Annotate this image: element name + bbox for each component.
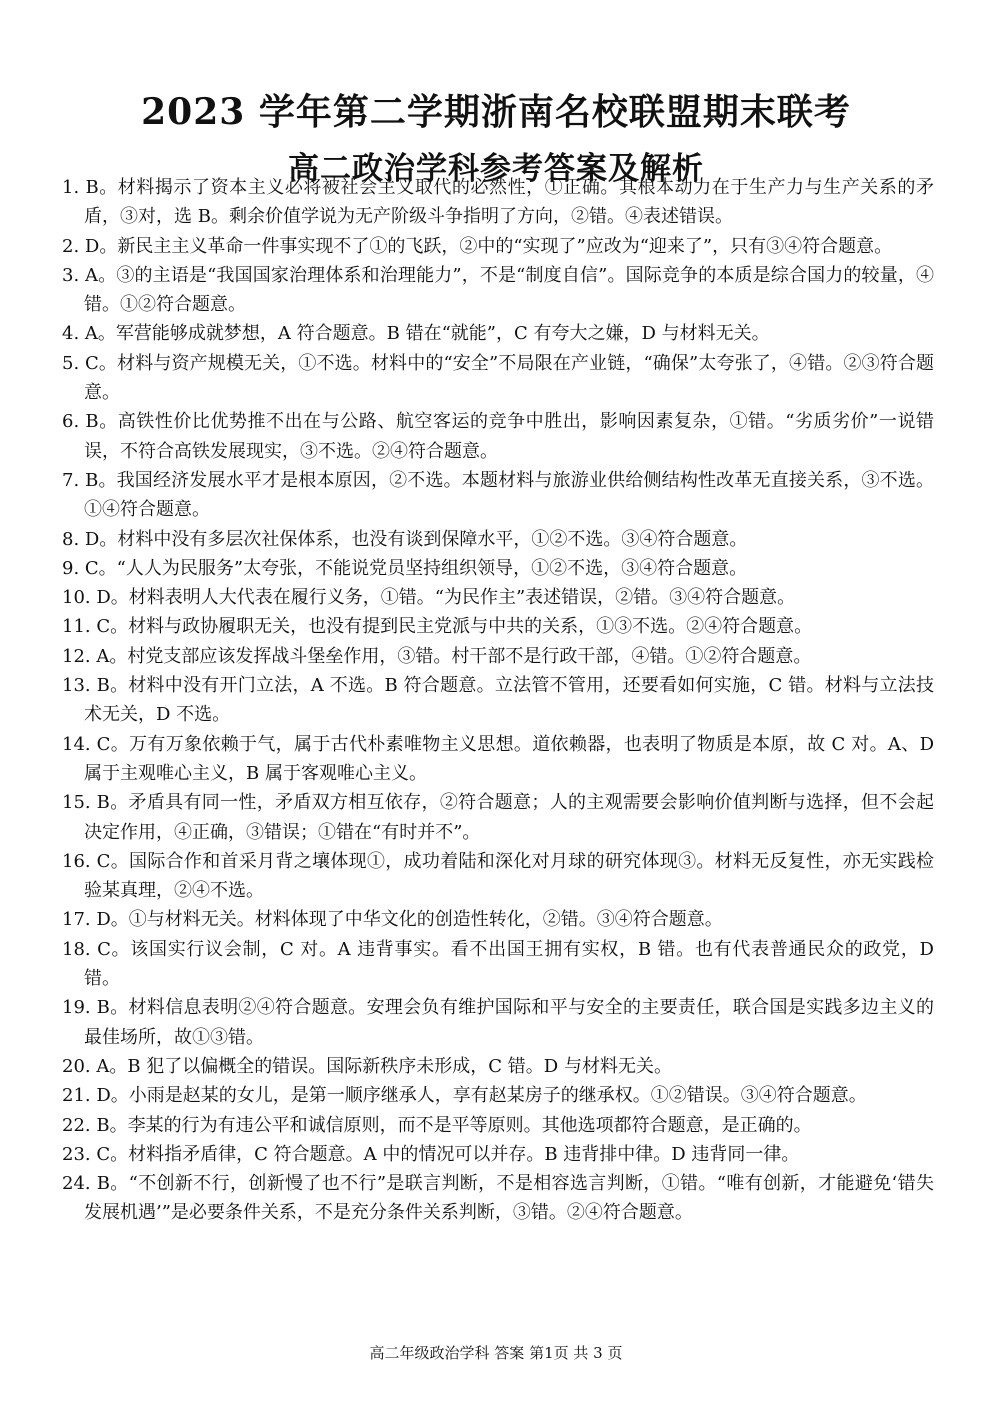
answer-item-4: 4. A。军营能够成就梦想，A 符合题意。B 错在“就能”，C 有夸大之嫌，D 与材料无关。 — [62, 323, 770, 345]
answer-item-21: 21. D。小雨是赵某的女儿，是第一顺序继承人，享有赵某房子的继承权。①②错误。③④符合题意。 — [62, 1085, 867, 1107]
answer-item-12: 12. A。村党支部应该发挥战斗堡垒作用，③错。村干部不是行政干部，④错。①②符合题意。 — [62, 645, 812, 667]
document-title: 2023 学年第二学期浙南名校联盟期末联考 — [141, 91, 851, 133]
answer-item-1: 1. B。材料揭示了资本主义必将被社会主义取代的必然性，①正确。其根本动力在于生产力与生产关系的矛盾，③对，选 B。剩余价值学说为无产阶级斗争指明了方向，②错。④表述错误。 — [62, 177, 934, 228]
answer-item-10: 10. D。材料表明人大代表在履行义务，①错。“为民作主”表述错误，②错。③④符合题意。 — [62, 587, 796, 609]
answer-item-14: 14. C。万有万象依赖于气，属于古代朴素唯物主义思想。道依赖器，也表明了物质是本原，故 C 对。A、D 属于主观唯心主义，B 属于客观唯心主义。 — [62, 733, 934, 784]
answer-item-3: 3. A。③的主语是“我国国家治理体系和治理能力”，不是“制度自信”。国际竞争的本质是综合国力的较量，④错。①②符合题意。 — [62, 264, 934, 316]
answer-item-24: 24. B。“不创新不行，创新慢了也不行”是联言判断，不是相容选言判断，①错。“唯有创新，才能避免‘错失发展机遇’”是必要条件关系，不是充分条件关系判断，③错。②④符合题意。 — [62, 1173, 934, 1224]
answer-item-16: 16. C。国际合作和首采月背之壤体现①，成功着陆和深化对月球的研究体现③。材料无反复性，亦无实践检验某真理，②④不选。 — [62, 850, 934, 902]
answer-item-11: 11. C。材料与政协履职无关，也没有提到民主党派与中共的关系，①③不选。②④符合题意。 — [62, 616, 813, 638]
answer-item-20: 20. A。B 犯了以偏概全的错误。国际新秩序未形成，C 错。D 与材料无关。 — [62, 1055, 672, 1077]
answer-item-6: 6. B。高铁性价比优势推不出在与公路、航空客运的竞争中胜出，影响因素复杂，①错。“劣质劣价”一说错误，不符合高铁发展现实，③不选。②④符合题意。 — [62, 411, 934, 462]
answer-item-19: 19. B。材料信息表明②④符合题意。安理会负有维护国际和平与安全的主要责任，联合国是实践多边主义的最佳场所，故①③错。 — [62, 997, 934, 1048]
answer-item-23: 23. C。材料指矛盾律，C 符合题意。A 中的情况可以并存。B 违背排中律。D 违背同一律。 — [62, 1143, 800, 1165]
answer-item-5: 5. C。材料与资产规模无关，①不选。材料中的“安全”不局限在产业链，“确保”太夸张了，④错。②③符合题意。 — [62, 352, 934, 404]
page-footer: 高二年级政治学科 答案 第1页 共 3 页 — [369, 1344, 623, 1362]
answer-item-9: 9. C。“人人为民服务”太夸张，不能说党员坚持组织领导，①②不选，③④符合题意。 — [62, 557, 748, 579]
answer-item-22: 22. B。李某的行为有违公平和诚信原则，而不是平等原则。其他选项都符合题意，是正确的。 — [62, 1114, 812, 1136]
answer-item-15: 15. B。矛盾具有同一性，矛盾双方相互依存，②符合题意；人的主观需要会影响价值判断与选择，但不会起决定作用，④正确，③错误；①错在“有时并不”。 — [62, 792, 934, 843]
answer-item-7: 7. B。我国经济发展水平才是根本原因，②不选。本题材料与旅游业供给侧结构性改革无直接关系，③不选。①④符合题意。 — [62, 469, 934, 521]
answer-item-17: 17. D。①与材料无关。材料体现了中华文化的创造性转化，②错。③④符合题意。 — [62, 909, 723, 931]
document-subtitle: 高二政治学科参考答案及解析 — [288, 151, 704, 187]
answer-item-18: 18. C。该国实行议会制，C 对。A 违背事实。看不出国王拥有实权，B 错。也有代表普通民众的政党，D 错。 — [62, 938, 934, 990]
answer-item-13: 13. B。材料中没有开门立法，A 不选。B 符合题意。立法管不管用，还要看如何实施，C 错。材料与立法技术无关，D 不选。 — [62, 675, 934, 726]
answer-item-8: 8. D。材料中没有多层次社保体系，也没有谈到保障水平，①②不选。③④符合题意。 — [62, 528, 748, 550]
answer-list — [62, 173, 934, 1228]
answer-item-2: 2. D。新民主主义革命一件事实现不了①的飞跃，②中的“实现了”应改为“迎来了”，只有③④符合题意。 — [62, 235, 893, 257]
